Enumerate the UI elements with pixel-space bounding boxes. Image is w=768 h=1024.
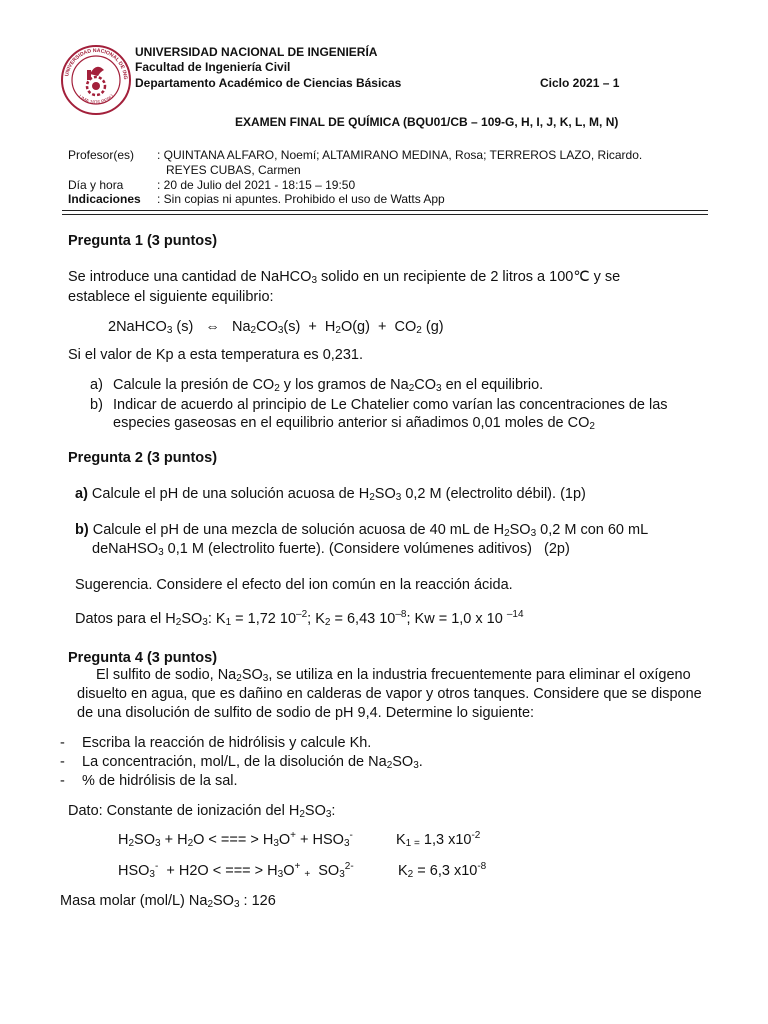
q1-kp-text: Si el valor de Kp a esta temperatura es 0,231. xyxy=(68,347,364,363)
q2-title: Pregunta 2 (3 puntos) xyxy=(68,450,218,466)
q2-b-line1: b) Calcule el pH de una mezcla de solución acuosa de 40 mL de $H_2SO_3$ 0,2 M con 60 mL xyxy=(75,522,649,539)
q1-b-line1: Indicar de acuerdo al principio de Le Chatelier como varían las concentraciones de las xyxy=(113,397,668,413)
q1-intro: Se introduce una cantidad de NaHCO$_3$ solido en un recipiente de 2 litros a 100℃ y se xyxy=(68,269,621,286)
q4-bullet1-marker: - xyxy=(60,735,65,751)
exam-cycle: Ciclo 2021 – 1 xyxy=(540,76,620,90)
q4-paragraph-line1: El sulfito de sodio, $Na_2SO_3$, se utiliza en la industria frecuentemente para eliminar el oxígeno xyxy=(96,667,691,684)
q2-a: a) Calcule el pH de una solución acuosa de $H_2SO_3$ 0,2 M (electrolito débil). (1p) xyxy=(75,486,586,503)
q4-paragraph-line3: de una disolución de sulfito de sodio de pH 9,4. Determine lo siguiente: xyxy=(77,705,535,721)
q1-a-text: Calcule la presión de $CO_2$ y los gramos de $Na_2CO_3$ en el equilibrio. xyxy=(113,377,544,394)
q4-k1: $K_{1 =}$ 1,3 $x10^{-2}$ xyxy=(396,830,481,849)
university-name: UNIVERSIDAD NACIONAL DE INGENIERÍA xyxy=(135,45,378,59)
q1-b-line2: especies gaseosas en el equilibrio anterior si añadimos 0,01 moles de $CO_2$ xyxy=(113,415,595,432)
q1-b-label: b) xyxy=(90,397,103,413)
q4-paragraph-line2: disuelto en agua, que es dañino en calderas de vapor y otros tanques. Considere que se dispone xyxy=(77,686,702,702)
datetime-value: : 20 de Julio del 2021 - 18:15 – 19:50 xyxy=(157,178,356,192)
svg-text:UNIVERSIDAD NACIONAL DE INGENI: UNIVERSIDAD NACIONAL DE ING xyxy=(64,47,129,80)
department-name: Departamento Académico de Ciencias Básicas xyxy=(135,76,402,90)
instructions-label: Indicaciones xyxy=(68,192,141,206)
q2-suggestion: Sugerencia. Considere el efecto del ion común en la reacción ácida. xyxy=(75,577,513,593)
q4-reaction2: $HSO_3^- + H2O$ < === > $H_3O^+$ $_+$ $SO_3^{2-}$ xyxy=(118,861,354,880)
faculty-name: Facultad de Ingeniería Civil xyxy=(135,60,291,74)
q1-title: Pregunta 1 (3 puntos) xyxy=(68,233,218,249)
professors-line1: : QUINTANA ALFARO, Noemí; ALTAMIRANO MEDINA, Rosa; TERREROS LAZO, Ricardo. xyxy=(157,148,643,162)
q4-dato: Dato: Constante de ionización del $H_2SO_3$: xyxy=(68,803,336,820)
q4-reaction1: $H_2SO_3 + H_2O$ < === > $H_3O^+ + HSO_3^-$ xyxy=(118,830,353,849)
q4-bullet2-marker: - xyxy=(60,754,65,770)
q4-bullet2: La concentración, mol/L, de la disolución de $Na_2SO_3$. xyxy=(82,754,423,771)
q4-bullet3-marker: - xyxy=(60,773,65,789)
professors-label: Profesor(es) xyxy=(68,148,135,162)
q4-bullet1: Escriba la reacción de hidrólisis y calcule Kh. xyxy=(82,735,372,751)
instructions-value: : Sin copias ni apuntes. Prohibido el uso de Watts App xyxy=(157,192,445,206)
exam-title: EXAMEN FINAL DE QUÍMICA (BQU01/CB – 109-G, H, I, J, K, L, M, N) xyxy=(235,115,619,129)
header-rule-bottom xyxy=(62,214,708,215)
header-rule-top xyxy=(62,210,708,211)
svg-text:LIMA 1876 PERÚ: LIMA 1876 PERÚ xyxy=(76,93,116,107)
q4-title: Pregunta 4 (3 puntos) xyxy=(68,650,218,666)
q1-intro-line2: establece el siguiente equilibrio: xyxy=(68,289,274,305)
q2-data: Datos para el $H_2SO_3$: $K_1 = 1,72$ $10^{-2}$; $K_2 = 6,43$ $10^{-8}$; Kw = 1,0 x 10 $^{-14}$ xyxy=(75,609,524,628)
professors-line2: REYES CUBAS, Carmen xyxy=(166,163,301,177)
q2-b-line2: deNaHSO$_3$ 0,1 M (electrolito fuerte). (Considere volúmenes aditivos) (2p) xyxy=(92,541,570,558)
q4-k2: $K_2 = 6,3$ $x10^{-8}$ xyxy=(398,861,487,880)
q4-molar-mass: Masa molar (mol/L) $Na_2SO_3$ : 126 xyxy=(60,893,276,910)
q4-bullet3: % de hidrólisis de la sal. xyxy=(82,773,238,789)
datetime-label: Día y hora xyxy=(68,178,124,192)
university-seal xyxy=(60,44,132,121)
q1-a-label: a) xyxy=(90,377,103,393)
q1-equilibrium-equation: 2NaHCO$_3$ (s) ⇔ $Na_2CO_3(s) + H_2O(g) + CO_2$ (g) xyxy=(108,319,444,336)
